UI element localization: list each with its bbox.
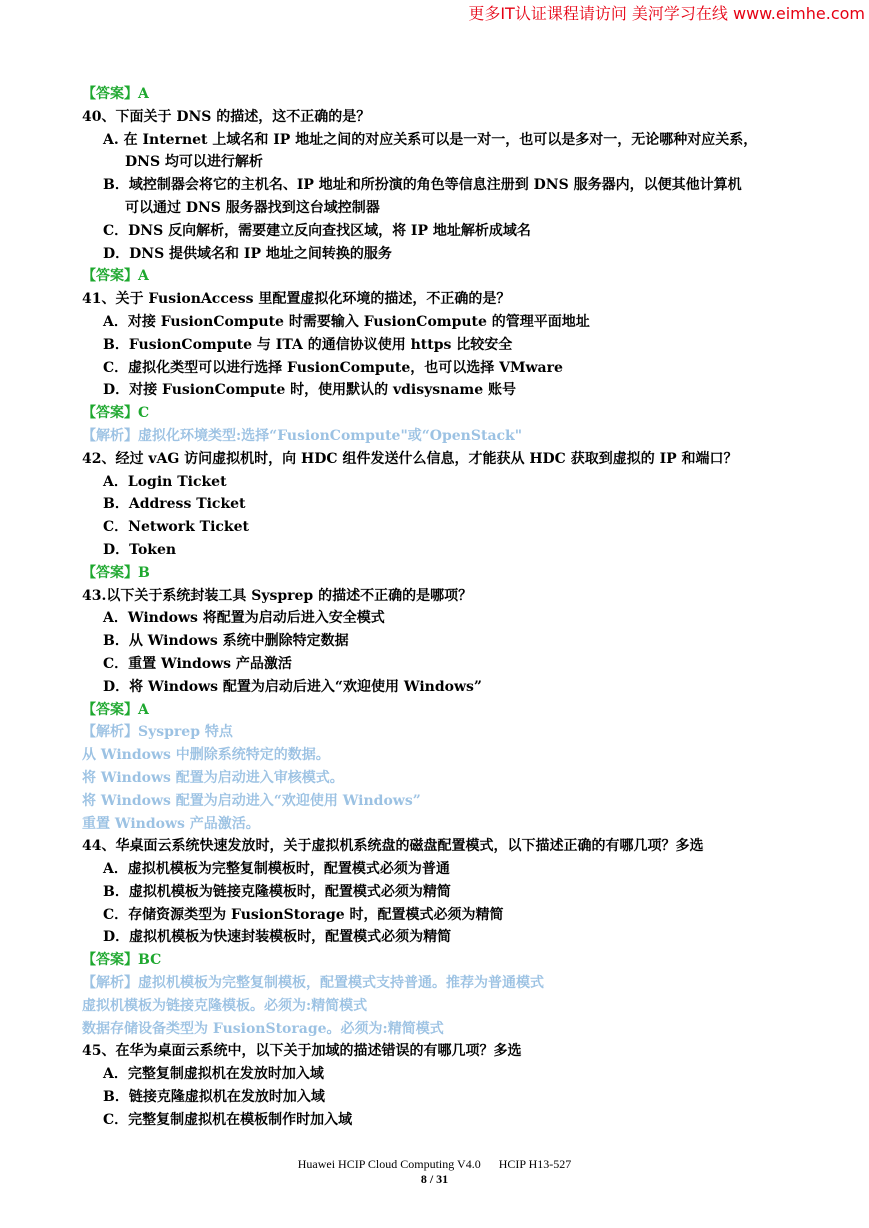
option-line: A．完整复制虚拟机在发放时加入域 — [103, 1066, 324, 1083]
option-line: C．DNS 反向解析，需要建立反向查找区域，将 IP 地址解析成域名 — [103, 222, 531, 239]
option-line: C．完整复制虚拟机在模板制作时加入域 — [103, 1111, 353, 1128]
footer-exam: HCIP H13-527 — [498, 1157, 572, 1171]
option-line: D．DNS 提供域名和 IP 地址之间转换的服务 — [103, 245, 392, 262]
question-line: 41、关于 FusionAccess 里配置虚拟化环境的描述，不正确的是？ — [82, 291, 511, 308]
option-line: B．虚拟机模板为链接克隆模板时，配置模式必须为精简 — [103, 883, 451, 900]
option-line: B．域控制器会将它的主机名、IP 地址和所扮演的角色等信息注册到 DNS 服务器内，以便其他计算机 — [103, 177, 742, 194]
explanation-line: 【解析】虚拟化环境类型:选择“FusionCompute"或“OpenStack" — [82, 427, 523, 444]
page-footer — [0, 1157, 869, 1172]
option-line: A．Login Ticket — [103, 473, 227, 490]
site-banner: 更多IT认证课程请访问 美河学习在线 www.eimhe.com — [468, 4, 865, 23]
explanation-line: 重置 Windows 产品激活。 — [82, 815, 260, 832]
option-line: A. 在 Internet 上域名和 IP 地址之间的对应关系可以是一对一，也可以是多对一，无论哪种对应关系， — [103, 131, 758, 148]
option-line: D．将 Windows 配置为启动后进入“欢迎使用 Windows” — [103, 678, 482, 695]
explanation-line: 【解析】虚拟机模板为完整复制模板，配置模式支持普通。推荐为普通模式 — [82, 975, 544, 992]
question-line: 43.以下关于系统封装工具 Sysprep 的描述不正确的是哪项？ — [82, 587, 473, 604]
answer-line: 【答案】A — [82, 701, 149, 718]
answer-line: 【答案】BC — [82, 952, 162, 969]
answer-line: 【答案】C — [82, 405, 150, 422]
answer-line: 【答案】A — [82, 268, 149, 285]
explanation-line: 将 Windows 配置为启动进入审核模式。 — [82, 769, 344, 786]
question-line: 42、经过 vAG 访问虚拟机时，向 HDC 组件发送什么信息，才能获从 HDC 获取到虚拟的 IP 和端口？ — [82, 450, 738, 467]
explanation-line: 数据存储设备类型为 FusionStorage。必须为:精简模式 — [82, 1020, 444, 1037]
question-line: 40、下面关于 DNS 的描述，这不正确的是？ — [82, 108, 371, 125]
option-line: A．Windows 将配置为启动后进入安全模式 — [103, 610, 385, 627]
answer-line: 【答案】B — [82, 564, 150, 581]
option-line: C．重置 Windows 产品激活 — [103, 655, 292, 672]
question-line: 44、华桌面云系统快速发放时，关于虚拟机系统盘的磁盘配置模式，以下描述正确的有哪几项？多选 — [82, 838, 704, 855]
option-line: B．Address Ticket — [103, 496, 246, 513]
explanation-line: 【解析】Sysprep 特点 — [82, 724, 233, 741]
option-line: D．对接 FusionCompute 时，使用默认的 vdisysname 账号 — [103, 382, 516, 399]
option-continuation: 可以通过 DNS 服务器找到这台域控制器 — [125, 199, 380, 216]
option-line: A．对接 FusionCompute 时需要输入 FusionCompute 的管理平面地址 — [103, 313, 590, 330]
document-body — [82, 83, 802, 1132]
option-line: A．虚拟机模板为完整复制模板时，配置模式必须为普通 — [103, 861, 450, 878]
page-number: 8 / 31 — [420, 1172, 449, 1186]
option-line: D．Token — [103, 541, 177, 558]
option-line: B．从 Windows 系统中删除特定数据 — [103, 633, 349, 650]
option-line: C．虚拟化类型可以进行选择 FusionCompute，也可以选择 VMware — [103, 359, 563, 376]
option-line: C．存储资源类型为 FusionStorage 时，配置模式必须为精简 — [103, 906, 504, 923]
explanation-line: 将 Windows 配置为启动进入“欢迎使用 Windows” — [82, 792, 421, 809]
option-line: B．链接克隆虚拟机在发放时加入域 — [103, 1089, 325, 1106]
answer-line: 【答案】A — [82, 86, 149, 102]
option-line: C．Network Ticket — [103, 519, 249, 536]
option-line: B．FusionCompute 与 ITA 的通信协议使用 https 比较安全 — [103, 336, 513, 353]
footer-product: Huawei HCIP Cloud Computing V4.0 — [297, 1157, 481, 1171]
explanation-line: 虚拟机模板为链接克隆模板。必须为:精简模式 — [82, 997, 368, 1014]
option-continuation: DNS 均可以进行解析 — [125, 154, 263, 171]
question-line: 45、在华为桌面云系统中，以下关于加域的描述错误的有哪几项？多选 — [82, 1043, 522, 1060]
explanation-line: 从 Windows 中删除系统特定的数据。 — [82, 747, 330, 764]
option-line: D．虚拟机模板为快速封装模板时，配置模式必须为精简 — [103, 929, 452, 946]
